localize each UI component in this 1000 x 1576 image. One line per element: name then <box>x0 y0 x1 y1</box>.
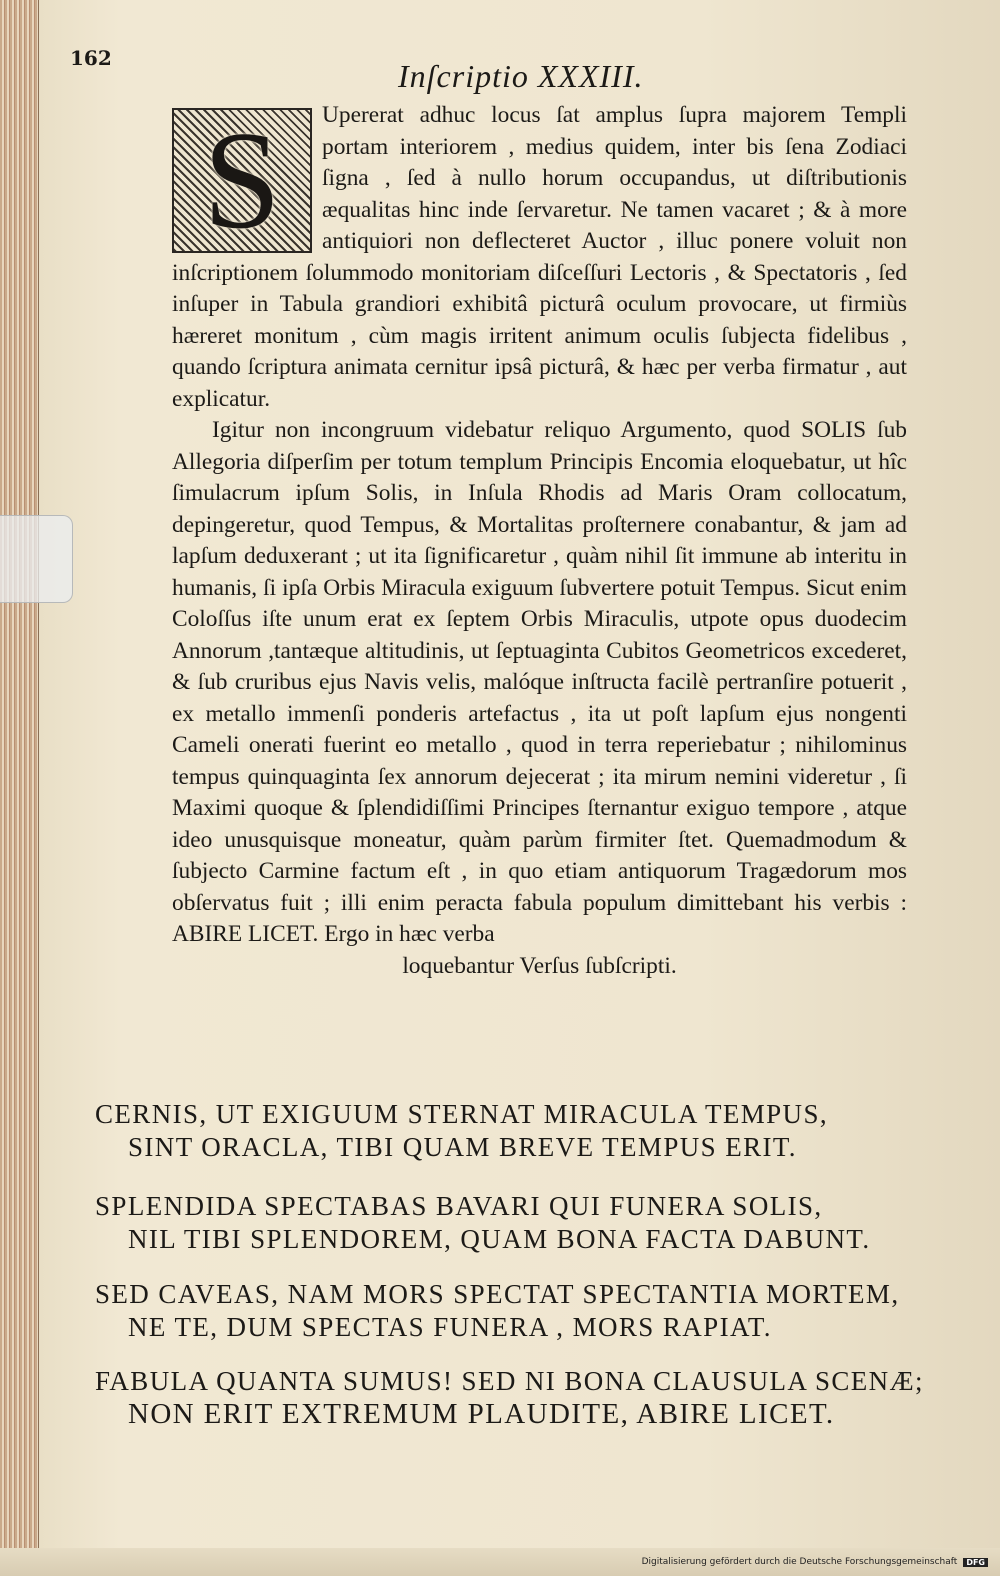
book-page-edges <box>0 0 39 1576</box>
verse-1-line-1: CERNIS, UT EXIGUUM STERNAT MIRACULA TEMPUS, <box>95 1099 829 1129</box>
verse-3-line-2: NE TE, DUM SPECTAS FUNERA , MORS RAPIAT. <box>128 1312 772 1342</box>
verse-4-line-1: FABULA QUANTA SUMUS! SED NI BONA CLAUSULA SCENÆ; <box>95 1366 924 1396</box>
digitization-footer <box>642 1557 988 1567</box>
paragraph-2: Igitur non incongruum videbatur reliquo Argumento, quod SOLIS ſub Allegoria diſperſim per totum templum Principis Encomia eloquebatur, ut hîc ſimulacrum ipſum Solis, in Inſula Rhodis ad Maris Oram collocatum, depingeretur, quod Tempus, & Mortalitas proſternere conabantur, & jam ad lapſum deduxerant ; ut ita ſignificaretur , quàm nihil ſit immune ab interitu in humanis, ſi ipſa Orbis Miracula exiguum ſubvertere potuit Tempus. Sicut enim Coloſſus iſte unum erat ex ſeptem Orbis Miraculis, utpote opus duodecim Annorum ,tantæque altitudinis, ut ſeptuaginta Cubitos Geometricos excederet, & ſub cruribus ejus Navis velis, malóque inſtructa facilè pertranſire potuerit , ex metallo immenſi ponderis artefactus , ita ut poſt lapſum ejus nongenti Cameli onerati fuerint eo metallo , quod in terra reperiebatur ; nihilominus tempus quinquaginta ſex annorum dejecerat ; ita mirum nemini videretur , ſi Maximi quoque & ſplendidiſſimi Principes ſternantur exiguo tempore , atque ideo unusquisque moneatur, quàm parùm firmiter ſtet. Quemadmodum & ſubjecto Carmine factum eſt , in quo etiam antiquorum Tragædorum mos obſervatus fuit ; illi enim peracta fabula populum dimittebant his verbis : ABIRE LICET. Ergo in hæc verba <box>172 417 907 947</box>
page-title: Inſcriptio XXXIII. <box>398 58 644 94</box>
verse-4 <box>95 1365 975 1431</box>
page-marker-tab <box>0 515 73 603</box>
verse-2-line-2: NIL TIBI SPLENDOREM, QUAM BONA FACTA DABUNT. <box>128 1224 871 1254</box>
dfg-logo-icon: DFG <box>963 1558 988 1567</box>
verse-3-line-1: SED CAVEAS, NAM MORS SPECTAT SPECTANTIA MORTEM, <box>95 1279 900 1309</box>
verse-2-line-1: SPLENDIDA SPECTABAS BAVARI QUI FUNERA SOLIS, <box>95 1191 823 1221</box>
verse-4-line-2: NON ERIT EXTREMUM PLAUDITE, ABIRE LICET. <box>128 1398 835 1430</box>
page-number: 162 <box>70 46 112 70</box>
verse-1-line-2: SINT ORACLA, TIBI QUAM BREVE TEMPUS ERIT. <box>128 1132 797 1162</box>
paragraph-1 <box>172 100 907 415</box>
verse-1 <box>95 1098 975 1164</box>
paragraph-1-text: Upererat adhuc locus ſat amplus ſupra majorem Templi portam interiorem , medius quidem, inter bis ſena Zodiaci ſigna , ſed à nullo horum occupandus, ut diſtributionis æqualitas hinc inde ſervaretur. Ne tamen vacaret ; & à more antiquiori non deflecteret Auctor , illuc ponere voluit non inſcriptionem ſolummodo monitoriam diſceſſuri Lectoris , & Spectatoris , ſed inſuper in Tabula grandiori exhibitâ picturâ oculum provocare, ut firmiùs hæreret monitum , cùm magis irritent animum oculis ſubjecta fidelibus , quando ſcriptura animata cernitur ipsâ picturâ, & hæc per verba firmatur , aut explicatur. <box>172 102 907 412</box>
paragraph-2-last-line: loquebantur Verſus ſubſcripti. <box>402 952 677 979</box>
verse-3 <box>95 1278 975 1344</box>
verse-2 <box>95 1190 975 1256</box>
body-text <box>172 100 907 982</box>
footer-text: Digitalisierung gefördert durch die Deutsche Forschungsgemeinschaft <box>641 1557 958 1567</box>
initial-letter: S <box>203 102 281 258</box>
